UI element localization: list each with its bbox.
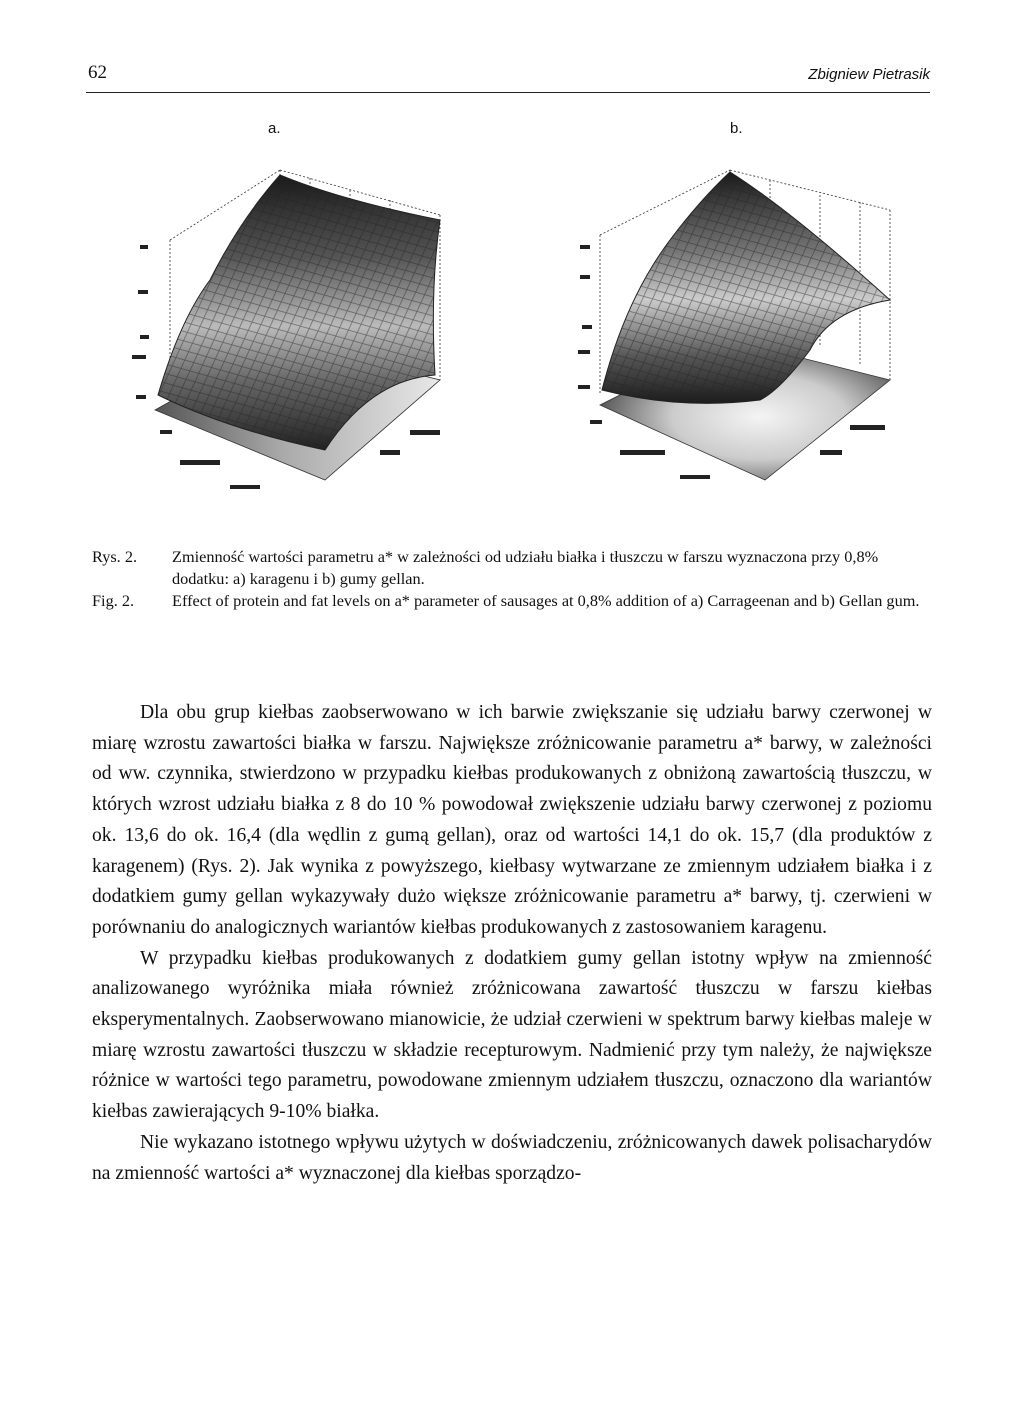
running-head-author: Zbigniew Pietrasik <box>808 66 930 83</box>
caption-polish-text: Zmienność wartości parametru a* w zależności od udziału białka i tłuszczu w farszu wyznaczona przy 0,8% dodatku: a) karagenu i b) gumy gellan. <box>172 547 879 588</box>
paragraph: W przypadku kiełbas produkowanych z dodatkiem gumy gellan istotny wpływ na zmienność analizowanego wyróżnika miała również zróżnicowana zawartość tłuszczu w farszu kiełbas eksperymentalnych. Zaobserwowano mianowicie, że udział czerwieni w spektrum barwy kiełbas maleje w miarę wzrostu zawartości tłuszczu w składzie recepturowym. Nadmienić przy tym należy, że największe różnice w wartości tego parametru, powodowane zmiennym udziałem tłuszczu, oznaczono dla wariantów kiełbas zawierających 9-10% białka. <box>92 947 932 1123</box>
caption-polish <box>92 546 930 590</box>
caption-english <box>92 590 930 612</box>
caption-english-label: Fig. 2. <box>92 591 135 610</box>
paragraph: Dla obu grup kiełbas zaobserwowano w ich barwie zwiększanie się udziału barwy czerwonej w miarę wzrostu zawartości białka w farszu. Największe zróżnicowanie parametru a* barwy, w zależności od ww. czynnika, stwierdzono w przypadku kiełbas produkowanych z obniżoną zawartością tłuszczu, w których wzrost udziału białka z 8 do 10 % powodował zwiększenie udziału barwy czerwonej z poziomu ok. 13,6 do ok. 16,4 (dla wędlin z gumą gellan), oraz od wartości 14,1 do ok. 15,7 (dla produktów z karagenem) (Rys. 2). Jak wynika z powyższego, kiełbasy wytwarzane ze zmiennym udziałem białka i z dodatkiem gumy gellan wykazywały dużo większe zróżnicowanie parametru a* barwy, tj. czerwieni w porównaniu do analogicznych wariantów kiełbas produkowanych z zastosowaniem karagenu. <box>92 702 932 938</box>
surface-plot-a <box>110 150 470 520</box>
surface-plot-b <box>560 150 920 520</box>
body-text <box>92 698 932 1189</box>
caption-polish-label: Rys. 2. <box>92 547 138 566</box>
panel-b-label: b. <box>730 120 743 137</box>
paragraph: Nie wykazano istotnego wpływu użytych w doświadczeniu, zróżnicowanych dawek polisacharydów na zmienność wartości a* wyznaczonej dla kiełbas sporządzo- <box>92 1131 932 1184</box>
panel-a-label: a. <box>268 120 281 137</box>
caption-english-text: Effect of protein and fat levels on a* parameter of sausages at 0,8% addition of a) Carrageenan and b) Gellan gum. <box>172 591 920 610</box>
header-rule <box>86 92 930 93</box>
page-number: 62 <box>88 62 107 83</box>
